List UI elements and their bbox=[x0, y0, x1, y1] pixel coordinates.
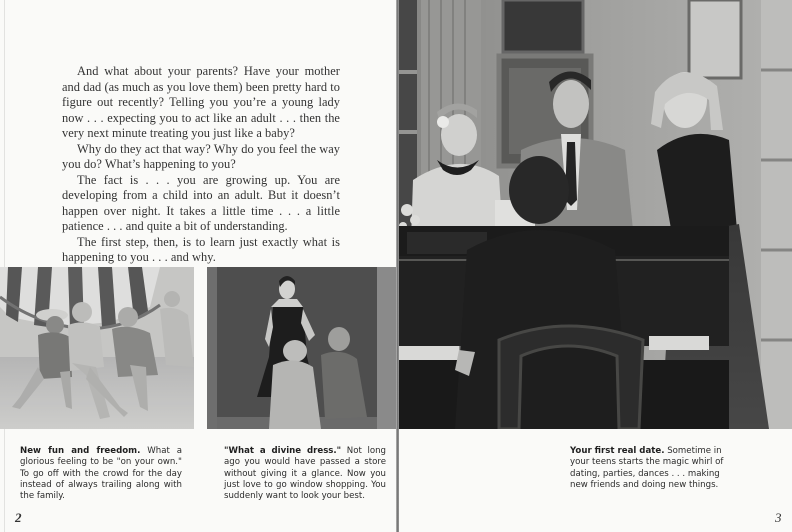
piano-photo-caption bbox=[570, 446, 735, 491]
caption-lead: Your first real date. bbox=[570, 446, 665, 456]
dress-photo-caption bbox=[224, 446, 386, 502]
paragraph: Why do they act that way? Why do you feel the way you do? What’s happening to you? bbox=[62, 141, 340, 171]
caption-lead: New fun and freedom. bbox=[20, 446, 141, 456]
paragraph: And what about your parents? Have your mother and dad (as much as you love them) been pretty hard to figure out recently? Telling you you’re a young lady now . . . expecting you to act like an adult . . . then the very next minute treating you just like a baby? bbox=[62, 64, 340, 140]
dress-window-photo bbox=[207, 267, 397, 429]
caption-text: Not long ago you would have passed a store without giving it a glance. Now you just love to go window shopping. You suddenly want to look your best. bbox=[224, 446, 386, 502]
beach-photo-caption bbox=[20, 446, 182, 502]
caption-text: Sometime in your teens starts the magic whirl of dating, parties, dances . . . making new friends and doing new things. bbox=[570, 446, 724, 490]
paragraph: The first step, then, is to learn just exactly what is happening to you . . . and why. bbox=[62, 234, 340, 264]
page-number-right: 3 bbox=[775, 510, 782, 525]
piano-photo bbox=[399, 0, 792, 429]
beach-photo bbox=[0, 267, 194, 429]
caption-lead: "What a divine dress." bbox=[224, 446, 342, 456]
paragraph: The fact is . . . you are growing up. You are developing from a child into an adult. But it doesn’t happen over night. It takes a little time . . . a little patience . . . and quite a bit of understanding. bbox=[62, 172, 340, 233]
page-number-left: 2 bbox=[15, 510, 22, 525]
body-text bbox=[62, 64, 340, 266]
caption-text: What a glorious feeling to be "on your own." To go off with the crowd for the day instead of always trailing along with the family. bbox=[20, 446, 183, 502]
